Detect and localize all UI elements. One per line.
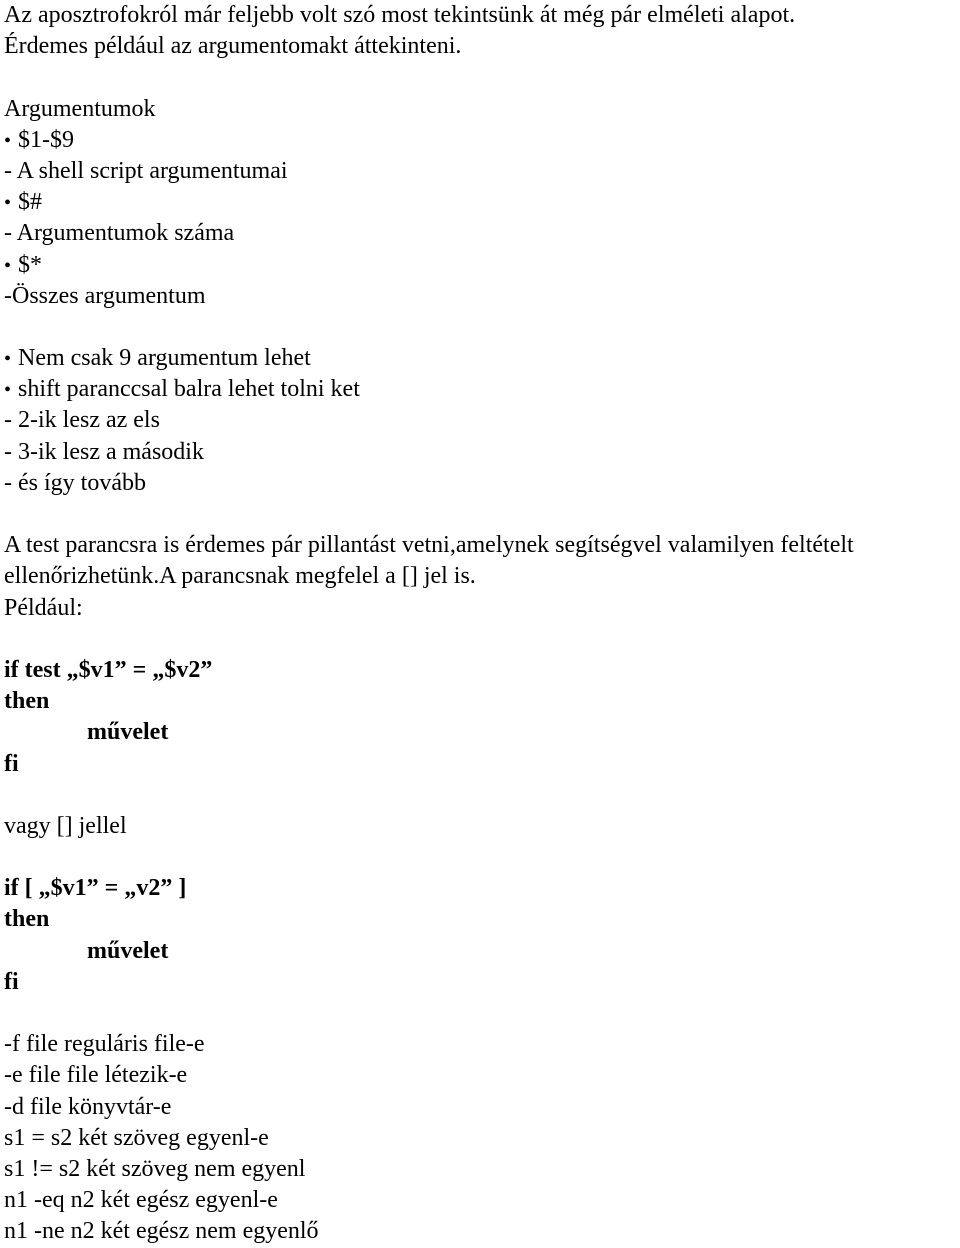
argument-item: [4, 125, 956, 156]
code-then: then: [4, 906, 50, 933]
note-text: shift paranccsal balra lehet tolni ket: [18, 376, 360, 403]
bullet-icon: •: [4, 254, 12, 277]
argument-desc: - Argumentumok száma: [4, 220, 235, 247]
spacer: [4, 998, 956, 1029]
code-fi: fi: [4, 750, 19, 777]
argument-item: [4, 250, 956, 281]
test-paragraph-line-1: A test parancsra is érdemes pár pillantást vetni,amelynek segítségvel valamilyen feltételt: [4, 532, 854, 559]
code-action: művelet: [87, 719, 169, 746]
code-if-line: if test „$v1” = „$v2”: [4, 656, 213, 683]
bullet-icon: •: [4, 192, 12, 215]
operator-line: s1 = s2 két szöveg egyenl-e: [4, 1124, 269, 1151]
note-item: [4, 374, 956, 405]
argument-desc: - A shell script argumentumai: [4, 157, 288, 184]
argument-label: $#: [18, 189, 42, 216]
argument-label: $*: [18, 251, 42, 278]
shift-detail: - és így tovább: [4, 469, 146, 496]
code-if-line: if [ „$v1” = „v2” ]: [4, 875, 187, 902]
spacer: [4, 499, 956, 530]
test-paragraph-line-2: ellenőrizhetünk.A parancsnak megfelel a [] jel is.: [4, 563, 476, 590]
operator-line: -e file file létezik-e: [4, 1062, 188, 1089]
operator-line: n1 -ne n2 két egész nem egyenlő: [4, 1218, 319, 1245]
code-then: then: [4, 688, 50, 715]
argument-label: $1-$9: [18, 126, 74, 153]
argument-desc: -Összes argumentum: [4, 282, 206, 309]
intro-line-1: Az aposztrofokról már feljebb volt szó most tekintsünk át még pár elméleti alapot.: [4, 2, 796, 28]
note-text: Nem csak 9 argumentum lehet: [18, 345, 311, 372]
bullet-icon: •: [4, 348, 12, 371]
alt-label: vagy [] jellel: [4, 812, 127, 839]
intro-line-2: Érdemes például az argumentomakt áttekinteni.: [4, 33, 462, 60]
note-item: [4, 343, 956, 374]
spacer: [4, 842, 956, 873]
code-action: művelet: [87, 937, 169, 964]
operator-line: -d file könyvtár-e: [4, 1093, 172, 1120]
spacer: [4, 312, 956, 343]
argument-item: [4, 187, 956, 218]
shift-detail: - 2-ik lesz az els: [4, 407, 160, 434]
document-page: [4, 0, 956, 1248]
arguments-heading: Argumentumok: [4, 95, 156, 122]
operator-line: -f file reguláris file-e: [4, 1031, 205, 1058]
operator-line: s1 != s2 két szöveg nem egyenl: [4, 1155, 306, 1182]
spacer: [4, 624, 956, 655]
code-fi: fi: [4, 968, 19, 995]
example-label: Például:: [4, 594, 83, 621]
spacer: [4, 780, 956, 811]
spacer: [4, 62, 956, 93]
operator-line: n1 -eq n2 két egész egyenl-e: [4, 1187, 278, 1214]
bullet-icon: •: [4, 129, 12, 152]
shift-detail: - 3-ik lesz a második: [4, 438, 204, 465]
bullet-icon: •: [4, 379, 12, 402]
